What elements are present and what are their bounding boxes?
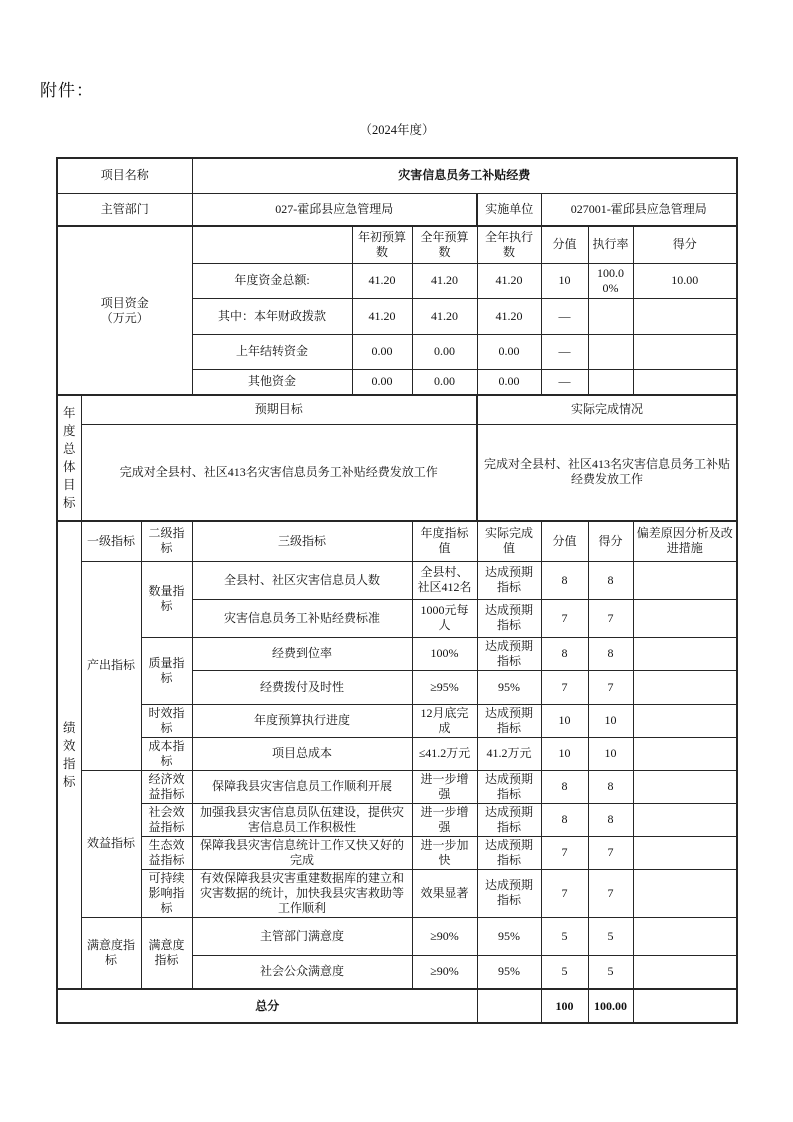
- project-name-label: 项目名称: [57, 158, 192, 193]
- indicator-l1-cell: 效益指标: [81, 770, 141, 917]
- indicator-target-cell: 进一步增强: [412, 770, 477, 803]
- indicator-points-cell: 8: [541, 770, 588, 803]
- funds-annual: 41.20: [412, 263, 477, 298]
- year-title: （2024年度）: [359, 123, 435, 137]
- indicator-target-cell: 全县村、社区412名: [412, 561, 477, 599]
- indicator-target-cell: 12月底完成: [412, 704, 477, 737]
- indicator-target-cell: 效果显著: [412, 869, 477, 917]
- funds-col-header-annual: 全年预算数: [412, 226, 477, 263]
- indicator-l1-cell: 产出指标: [81, 561, 141, 770]
- indicator-actual-cell: 95%: [477, 917, 541, 955]
- indicator-actual-cell: 达成预期指标: [477, 561, 541, 599]
- indicator-points-cell: 8: [541, 561, 588, 599]
- indicator-target-cell: 进一步加快: [412, 836, 477, 869]
- indicator-l3-cell: 主管部门满意度: [192, 917, 412, 955]
- indicator-deviation-cell: [633, 836, 737, 869]
- indicator-score-cell: 10: [588, 737, 633, 770]
- indicator-header-l3: 三级指标: [192, 521, 412, 561]
- dept-value: 027-霍邱县应急管理局: [192, 193, 477, 226]
- indicator-points-cell: 7: [541, 599, 588, 637]
- goal-expected-text: 完成对全县村、社区413名灾害信息员务工补贴经费发放工作: [81, 424, 477, 521]
- indicator-target-cell: ≤41.2万元: [412, 737, 477, 770]
- indicator-l3-cell: 年度预算执行进度: [192, 704, 412, 737]
- goal-actual-header: 实际完成情况: [477, 395, 737, 424]
- funds-score: [633, 298, 737, 334]
- indicator-score-cell: 8: [588, 770, 633, 803]
- funds-executed: 0.00: [477, 369, 541, 395]
- indicators-side-label: 绩效指标: [57, 521, 81, 989]
- funds-side-label: [57, 226, 192, 395]
- funds-col-header-executed: 全年执行数: [477, 226, 541, 263]
- indicator-target-cell: ≥90%: [412, 917, 477, 955]
- indicator-actual-cell: 达成预期指标: [477, 869, 541, 917]
- indicator-points-cell: 10: [541, 704, 588, 737]
- indicator-score-cell: 5: [588, 917, 633, 955]
- indicator-header-score: 得分: [588, 521, 633, 561]
- funds-col-header-exec-rate: 执行率: [588, 226, 633, 263]
- indicator-points-cell: 10: [541, 737, 588, 770]
- funds-points: 10: [541, 263, 588, 298]
- indicator-actual-cell: 95%: [477, 670, 541, 704]
- indicator-points-cell: 8: [541, 803, 588, 836]
- indicator-l2-cell: 社会效益指标: [141, 803, 192, 836]
- indicator-points-cell: 5: [541, 955, 588, 989]
- indicator-score-cell: 10: [588, 704, 633, 737]
- indicator-score-cell: 8: [588, 803, 633, 836]
- indicator-deviation-cell: [633, 770, 737, 803]
- indicator-score-cell: 8: [588, 561, 633, 599]
- indicator-l2-cell: 生态效益指标: [141, 836, 192, 869]
- indicator-deviation-cell: [633, 955, 737, 989]
- indicator-l3-cell: 保障我县灾害信息统计工作又快又好的完成: [192, 836, 412, 869]
- funds-row-label: 上年结转资金: [192, 334, 352, 369]
- project-name-value: 灾害信息员务工补贴经费: [192, 158, 737, 193]
- indicator-header-l1: 一级指标: [81, 521, 141, 561]
- performance-table: [56, 157, 738, 1024]
- funds-initial: 0.00: [352, 369, 412, 395]
- goal-expected-header: 预期目标: [81, 395, 477, 424]
- indicator-points-cell: 7: [541, 836, 588, 869]
- funds-initial: 41.20: [352, 298, 412, 334]
- dept-label: 主管部门: [57, 193, 192, 226]
- funds-col-header-score: 得分: [633, 226, 737, 263]
- attachment-label: 附件：: [40, 81, 94, 100]
- funds-row-label: 其他资金: [192, 369, 352, 395]
- indicator-target-cell: 进一步增强: [412, 803, 477, 836]
- indicator-target-cell: ≥90%: [412, 955, 477, 989]
- indicator-l3-cell: 社会公众满意度: [192, 955, 412, 989]
- funds-exec-rate: [588, 334, 633, 369]
- indicator-header-target: 年度指标值: [412, 521, 477, 561]
- indicator-header-l2: 二级指标: [141, 521, 192, 561]
- indicator-l3-cell: 灾害信息员务工补贴经费标准: [192, 599, 412, 637]
- indicator-actual-cell: 达成预期指标: [477, 637, 541, 670]
- indicator-points-cell: 8: [541, 637, 588, 670]
- funds-exec-rate: [588, 369, 633, 395]
- indicator-l1-cell: 满意度指标: [81, 917, 141, 989]
- funds-score: [633, 334, 737, 369]
- indicator-header-deviation: 偏差原因分析及改进措施: [633, 521, 737, 561]
- indicator-points-cell: 7: [541, 869, 588, 917]
- total-actual-cell: [477, 989, 541, 1023]
- indicator-target-cell: 1000元每人: [412, 599, 477, 637]
- funds-score: [633, 369, 737, 395]
- indicator-score-cell: 7: [588, 836, 633, 869]
- funds-points: —: [541, 369, 588, 395]
- total-label: 总分: [57, 989, 477, 1023]
- funds-col-header-initial: 年初预算数: [352, 226, 412, 263]
- indicator-actual-cell: 达成预期指标: [477, 803, 541, 836]
- funds-side-label-line2: （万元）: [100, 310, 149, 325]
- indicator-l3-cell: 项目总成本: [192, 737, 412, 770]
- indicator-deviation-cell: [633, 737, 737, 770]
- indicator-l3-cell: 经费拨付及时性: [192, 670, 412, 704]
- total-deviation-cell: [633, 989, 737, 1023]
- indicator-deviation-cell: [633, 599, 737, 637]
- indicator-deviation-cell: [633, 670, 737, 704]
- indicator-score-cell: 7: [588, 670, 633, 704]
- funds-annual: 0.00: [412, 334, 477, 369]
- indicator-l3-cell: 有效保障我县灾害重建数据库的建立和灾害数据的统计，加快我县灾害救助等工作顺利: [192, 869, 412, 917]
- indicator-l3-cell: 保障我县灾害信息员工作顺利开展: [192, 770, 412, 803]
- indicator-l2-cell: 可持续影响指标: [141, 869, 192, 917]
- indicator-deviation-cell: [633, 637, 737, 670]
- funds-exec-rate: [588, 298, 633, 334]
- funds-points: —: [541, 298, 588, 334]
- funds-initial: 41.20: [352, 263, 412, 298]
- funds-row-label: 其中：本年财政拨款: [192, 298, 352, 334]
- indicator-l2-cell: 满意度指标: [141, 917, 192, 989]
- annual-goal-side-label: 年度总体目标: [57, 395, 81, 521]
- indicator-l2-cell: 数量指标: [141, 561, 192, 637]
- indicator-l2-cell: 质量指标: [141, 637, 192, 704]
- funds-points: —: [541, 334, 588, 369]
- funds-side-label-line1: 项目资金: [100, 295, 149, 310]
- indicator-l3-cell: 加强我县灾害信息员队伍建设，提供灾害信息员工作积极性: [192, 803, 412, 836]
- funds-executed: 41.20: [477, 263, 541, 298]
- indicator-target-cell: 100%: [412, 637, 477, 670]
- funds-annual: 0.00: [412, 369, 477, 395]
- impl-value: 027001-霍邱县应急管理局: [541, 193, 737, 226]
- indicator-deviation-cell: [633, 561, 737, 599]
- indicator-points-cell: 5: [541, 917, 588, 955]
- funds-exec-rate: 100.00%: [588, 263, 633, 298]
- indicator-actual-cell: 41.2万元: [477, 737, 541, 770]
- indicator-deviation-cell: [633, 869, 737, 917]
- total-points-cell: 100: [541, 989, 588, 1023]
- total-score-cell: 100.00: [588, 989, 633, 1023]
- indicator-l3-cell: 经费到位率: [192, 637, 412, 670]
- indicator-actual-cell: 达成预期指标: [477, 704, 541, 737]
- indicator-score-cell: 8: [588, 637, 633, 670]
- indicator-actual-cell: 达成预期指标: [477, 599, 541, 637]
- indicator-score-cell: 7: [588, 869, 633, 917]
- indicator-actual-cell: 达成预期指标: [477, 836, 541, 869]
- indicator-score-cell: 5: [588, 955, 633, 989]
- funds-executed: 0.00: [477, 334, 541, 369]
- funds-blank-header: [192, 226, 352, 263]
- indicator-l2-cell: 时效指标: [141, 704, 192, 737]
- indicator-deviation-cell: [633, 803, 737, 836]
- indicator-actual-cell: 达成预期指标: [477, 770, 541, 803]
- funds-initial: 0.00: [352, 334, 412, 369]
- indicator-deviation-cell: [633, 917, 737, 955]
- goal-actual-text: 完成对全县村、社区413名灾害信息员务工补贴经费发放工作: [477, 424, 737, 521]
- funds-score: 10.00: [633, 263, 737, 298]
- indicator-points-cell: 7: [541, 670, 588, 704]
- indicator-actual-cell: 95%: [477, 955, 541, 989]
- indicator-score-cell: 7: [588, 599, 633, 637]
- funds-executed: 41.20: [477, 298, 541, 334]
- indicator-header-points: 分值: [541, 521, 588, 561]
- indicator-l2-cell: 经济效益指标: [141, 770, 192, 803]
- indicator-header-actual: 实际完成值: [477, 521, 541, 561]
- impl-label: 实施单位: [477, 193, 541, 226]
- funds-row-label: 年度资金总额:: [192, 263, 352, 298]
- indicator-l2-cell: 成本指标: [141, 737, 192, 770]
- indicator-l3-cell: 全县村、社区灾害信息员人数: [192, 561, 412, 599]
- funds-col-header-points: 分值: [541, 226, 588, 263]
- indicator-target-cell: ≥95%: [412, 670, 477, 704]
- indicator-deviation-cell: [633, 704, 737, 737]
- funds-annual: 41.20: [412, 298, 477, 334]
